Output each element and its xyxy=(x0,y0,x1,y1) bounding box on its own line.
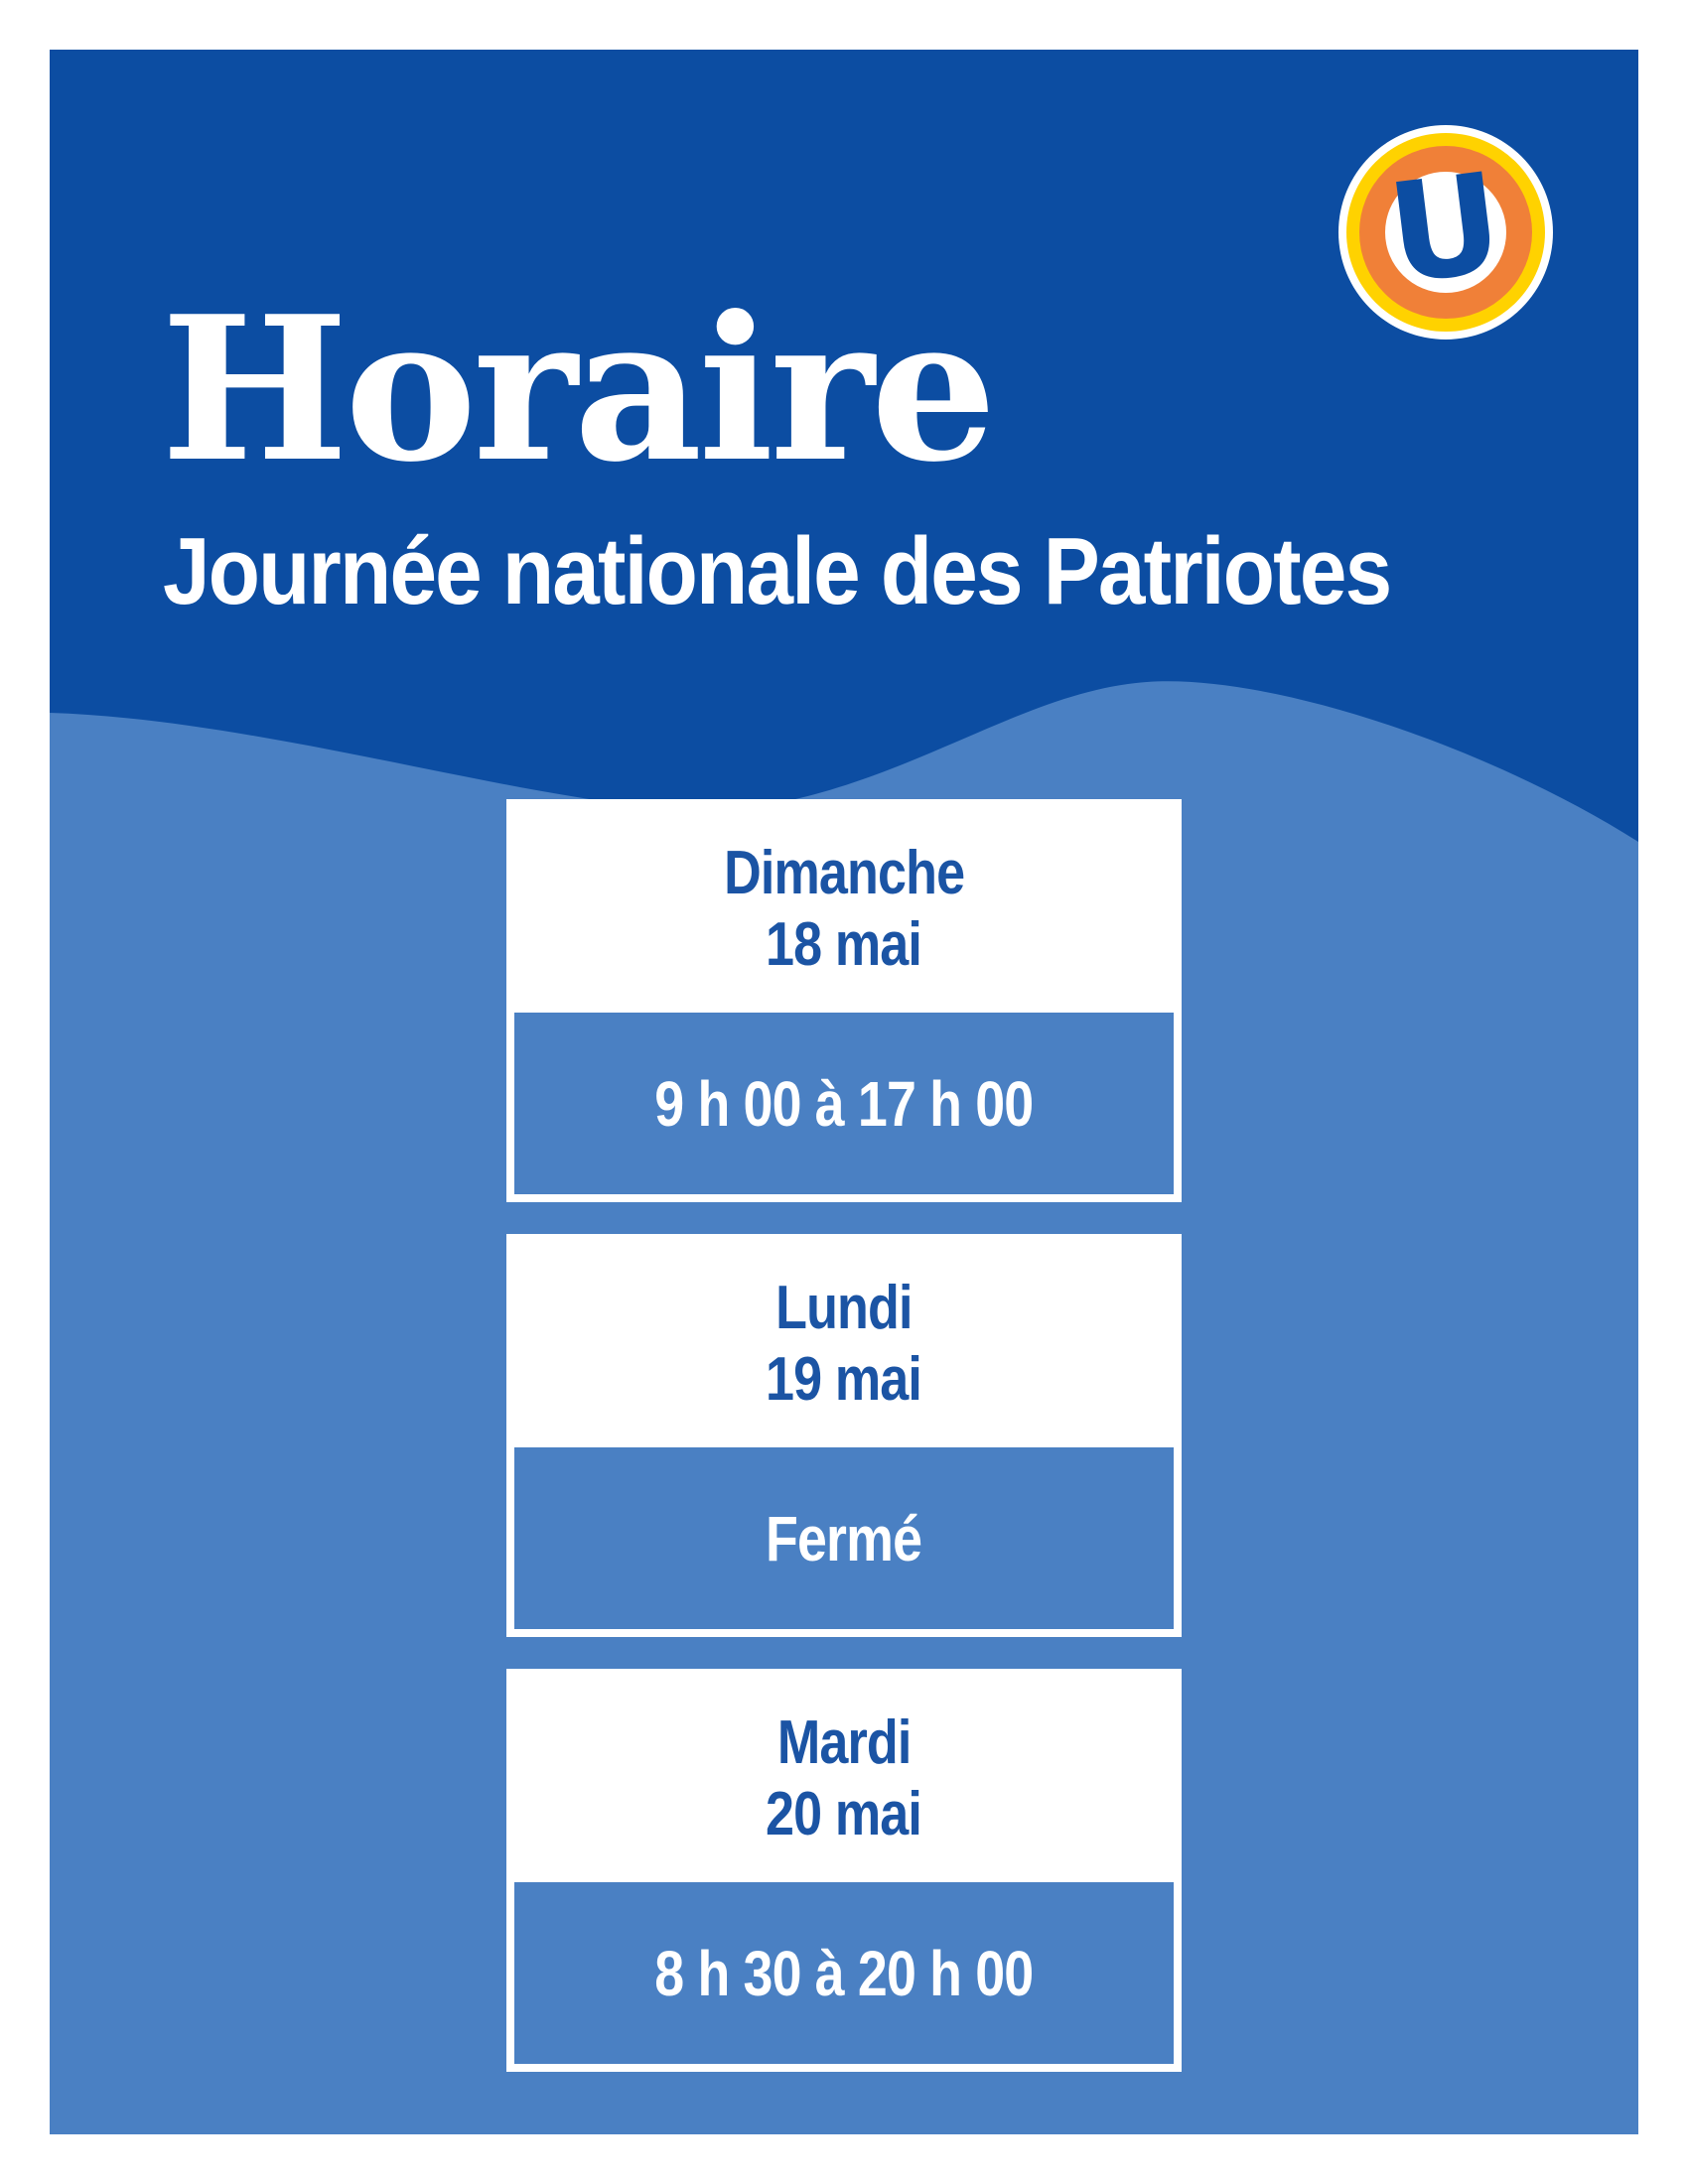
date-label: 19 mai xyxy=(766,1344,922,1414)
page-subtitle: Journée nationale des Patriotes xyxy=(163,518,1391,624)
schedule-card-dimanche xyxy=(506,799,1182,1202)
day-label: Mardi xyxy=(776,1707,912,1777)
hours-box xyxy=(514,1447,1174,1629)
schedule-list xyxy=(506,799,1182,2072)
hours-box xyxy=(514,1882,1174,2064)
page-title: Horaire xyxy=(161,273,993,506)
hours-box xyxy=(514,1013,1174,1194)
hours-label: 8 h 30 à 20 h 00 xyxy=(654,1937,1034,2009)
day-label: Dimanche xyxy=(723,838,965,907)
hours-label: Fermé xyxy=(766,1502,922,1574)
brand-logo-letter: U xyxy=(1380,142,1510,316)
day-area xyxy=(506,1669,1182,1882)
poster-background xyxy=(50,50,1638,2134)
date-label: 20 mai xyxy=(766,1779,922,1848)
brand-logo xyxy=(1338,125,1553,340)
day-area xyxy=(506,799,1182,1013)
schedule-card-mardi xyxy=(506,1669,1182,2072)
date-label: 18 mai xyxy=(766,909,922,979)
day-area xyxy=(506,1234,1182,1447)
hours-label: 9 h 00 à 17 h 00 xyxy=(654,1067,1034,1140)
day-label: Lundi xyxy=(775,1273,913,1342)
schedule-card-lundi xyxy=(506,1234,1182,1637)
